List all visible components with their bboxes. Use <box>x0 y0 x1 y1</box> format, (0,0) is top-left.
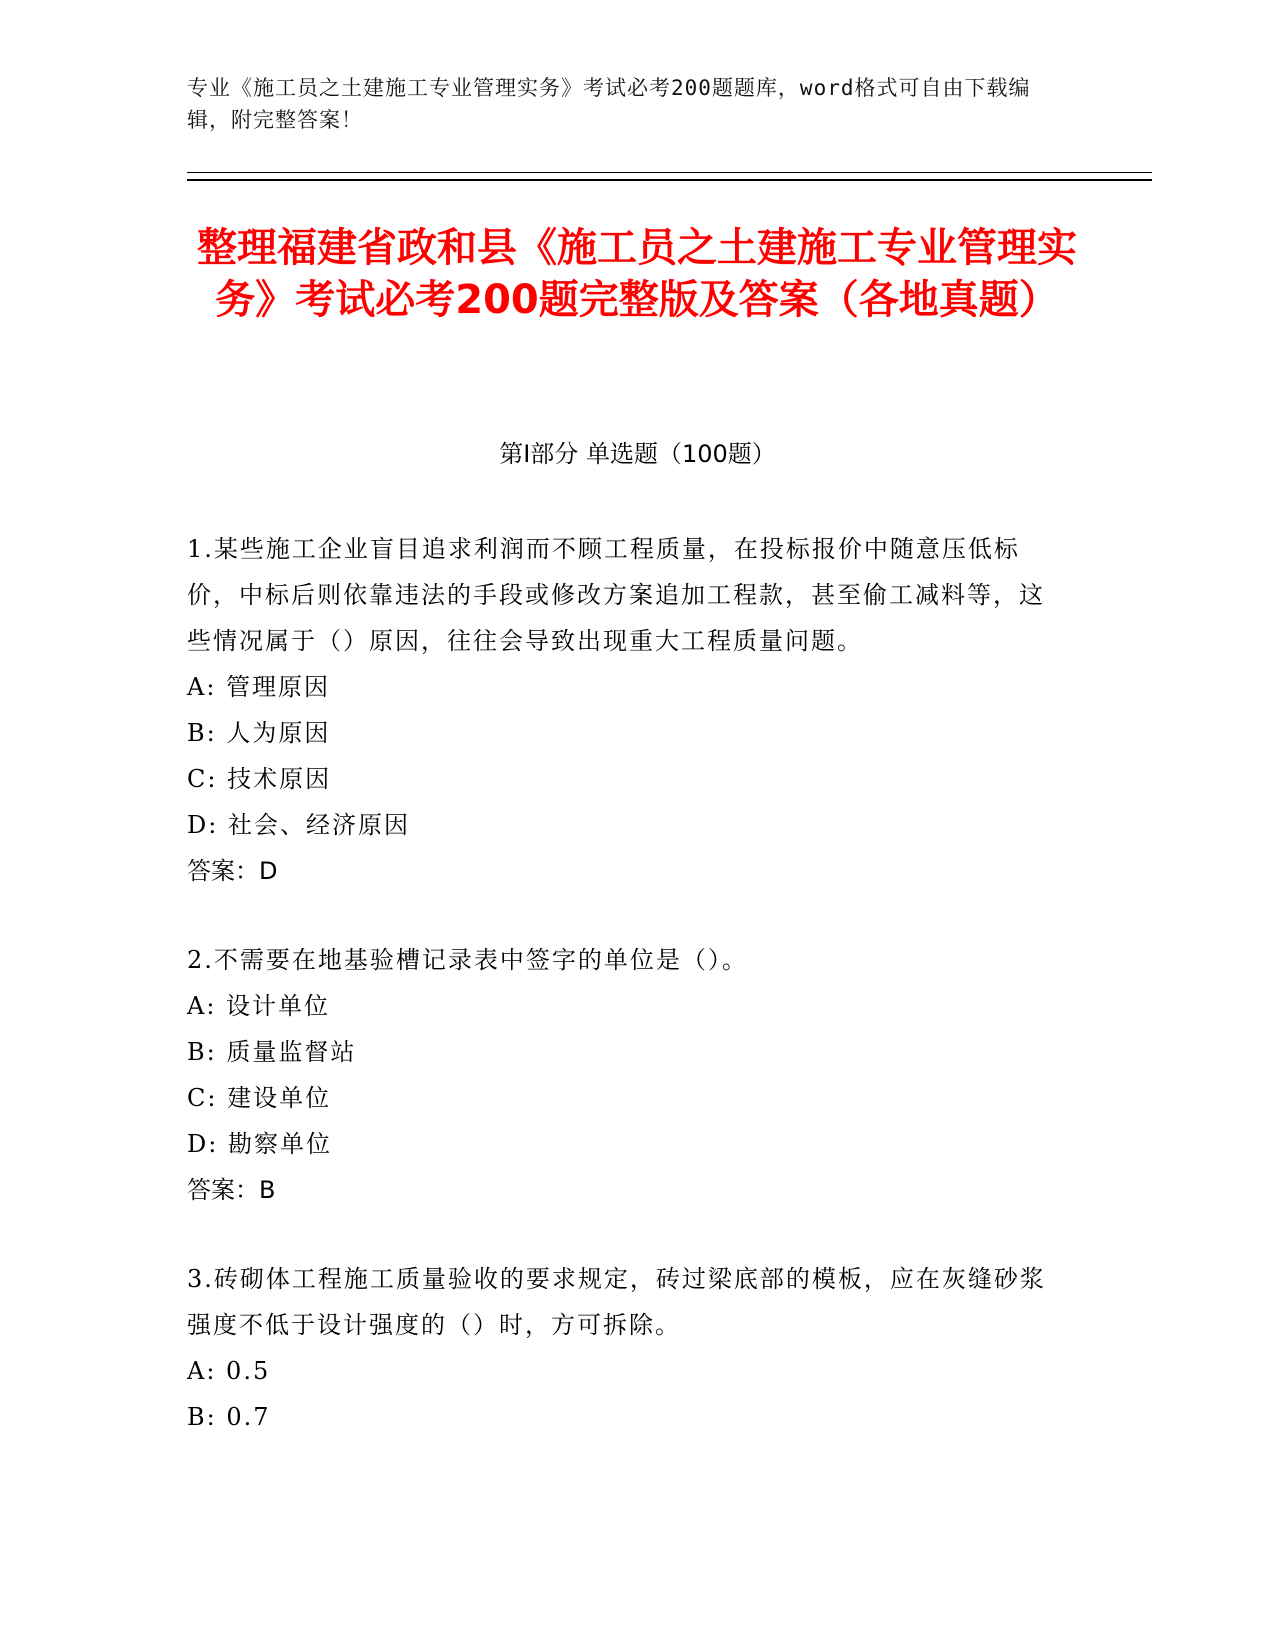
option-b: B: 0.7 <box>187 1403 271 1431</box>
question-stem: 1.某些施工企业盲目追求利润而不顾工程质量，在投标报价中随意压低标价，中标后则依靠违法的手段或修改方案追加工程款，甚至偷工减料等，这些情况属于（）原因，往往会导致出现重大工程质量问题。 <box>187 535 1045 655</box>
option-b: B: 质量监督站 <box>187 1038 357 1066</box>
option-c: C: 技术原因 <box>187 765 332 793</box>
question-3 <box>187 1256 1067 1440</box>
section-title: 第I部分 单选题（100题） <box>499 440 776 468</box>
option-d: D: 社会、经济原因 <box>187 811 410 839</box>
question-list <box>187 526 1067 1483</box>
option-a: A: 管理原因 <box>187 673 331 701</box>
answer: 答案：B <box>187 1176 276 1204</box>
option-a: A: 设计单位 <box>187 992 331 1020</box>
option-d: D: 勘察单位 <box>187 1130 332 1158</box>
header-divider-thin <box>187 172 1152 173</box>
question-stem: 3.砖砌体工程施工质量验收的要求规定，砖过梁底部的模板，应在灰缝砂浆强度不低于设计强度的（）时，方可拆除。 <box>187 1265 1046 1339</box>
option-c: C: 建设单位 <box>187 1084 332 1112</box>
option-a: A: 0.5 <box>187 1357 271 1385</box>
question-2 <box>187 937 1067 1213</box>
question-stem: 2.不需要在地基验槽记录表中签字的单位是（）。 <box>187 946 748 974</box>
option-b: B: 人为原因 <box>187 719 331 747</box>
header-note: 专业《施工员之土建施工专业管理实务》考试必考200题题库，word格式可自由下载编辑，附完整答案！ <box>187 76 1031 132</box>
answer: 答案：D <box>187 857 278 885</box>
question-1 <box>187 526 1067 894</box>
document-title: 整理福建省政和县《施工员之土建施工专业管理实务》考试必考200题完整版及答案（各地真题） <box>197 225 1077 323</box>
header-divider-thick <box>187 179 1152 181</box>
